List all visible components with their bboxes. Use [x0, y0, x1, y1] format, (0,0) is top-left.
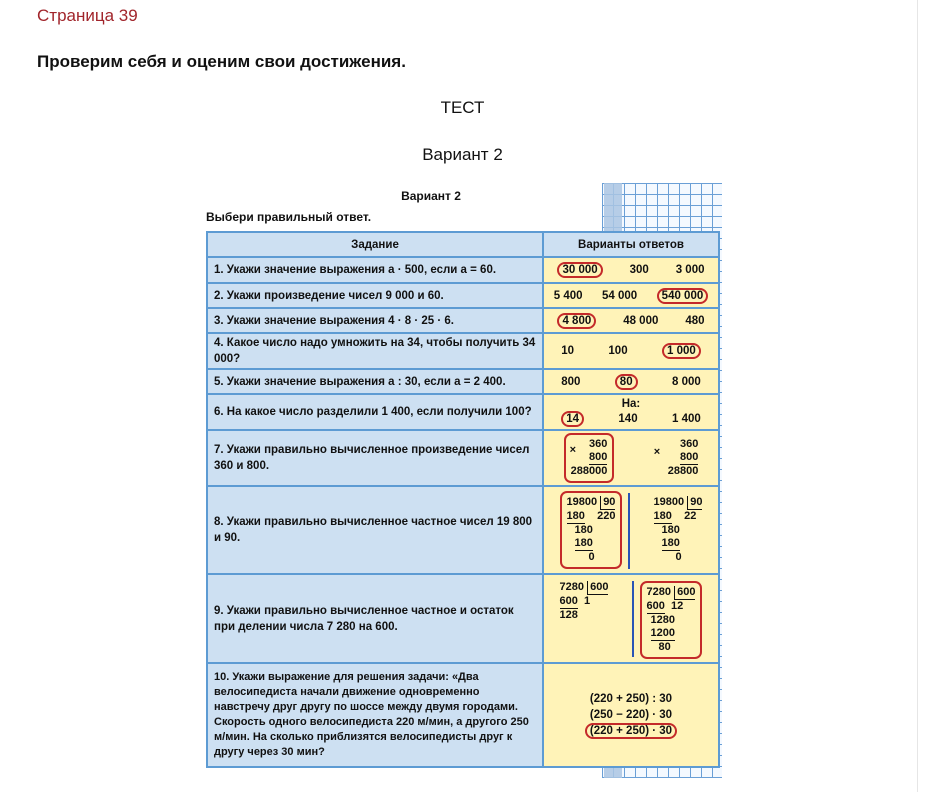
answer-options	[543, 308, 719, 333]
task-text: 4. Какое число надо умножить на 34, чтобы получить 34 000?	[207, 333, 543, 369]
divisor: 90	[600, 496, 615, 510]
table-row	[207, 308, 719, 333]
answer-options	[543, 663, 719, 767]
answer-option-selected: 14	[561, 411, 584, 427]
answer-options	[543, 283, 719, 308]
dividend: 19800	[653, 496, 685, 508]
answer-option: 300	[629, 264, 649, 276]
subtrahend: 1200	[650, 626, 676, 639]
variant-title: Вариант 2	[422, 145, 503, 164]
answer-option: 8 000	[672, 375, 701, 388]
table-row	[207, 394, 719, 430]
task-text: 6. На какое число разделили 1 400, если получили 100?	[207, 394, 543, 430]
expression-option: (220 + 250) : 30	[589, 693, 673, 705]
factor: 800	[679, 451, 699, 463]
subtrahend: 180	[566, 510, 585, 522]
expression-option: (250 − 220) · 30	[589, 709, 673, 721]
divisor: 600	[674, 586, 695, 600]
table-row	[207, 430, 719, 486]
subtrahend: 180	[661, 537, 680, 549]
subtrahend: 180	[574, 537, 593, 549]
answer-option: 48 000	[623, 314, 659, 327]
task-text: 5. Укажи значение выражения a : 30, если a = 2 400.	[207, 369, 543, 394]
table-row	[207, 369, 719, 394]
remainder-step: 180	[661, 524, 680, 536]
factor: 800	[589, 451, 608, 463]
long-division-correct	[560, 491, 623, 569]
answer-option: 10	[561, 345, 574, 357]
table-row	[207, 257, 719, 283]
quotient: 22	[684, 510, 697, 522]
quotient: 12	[671, 599, 684, 612]
answer-option: 100	[608, 345, 628, 357]
factor: 360	[679, 438, 699, 450]
dividend: 7280	[646, 585, 672, 598]
subtrahend: 180	[653, 510, 672, 522]
answer-options	[543, 574, 719, 663]
answer-option: 3 000	[675, 264, 705, 276]
task-text: 3. Укажи значение выражения 4 · 8 · 25 · 6.	[207, 308, 543, 333]
task-text: 9. Укажи правильно вычисленное частное и остаток при делении числа 7 280 на 600.	[207, 574, 543, 663]
answer-prefix: На:	[621, 397, 641, 410]
header-answers: Варианты ответов	[543, 232, 719, 257]
subtrahend: 600	[646, 599, 665, 612]
scan-instruction: Выбери правильный ответ.	[206, 210, 372, 224]
answer-option-selected: 4 800	[557, 313, 596, 329]
remainder: 128	[559, 608, 578, 621]
task-text: 10. Укажи выражение для решения задачи: «Два велосипедиста начали движение одновременно навстречу друг другу по шоссе между двумя городами. Скорость одного велосипедиста 220 м/мин, а другого 250 м/мин. На сколько приблизятся велосипедисты друг к другу через 30 мин?	[207, 663, 543, 767]
separator-line	[632, 581, 634, 657]
dividend: 19800	[566, 496, 598, 508]
separator-line	[628, 493, 630, 569]
quotient: 220	[597, 510, 616, 522]
answer-option-selected: 1 000	[662, 343, 701, 359]
answer-options	[543, 333, 719, 369]
content-divider	[917, 0, 918, 792]
answer-option-selected: 540 000	[657, 288, 709, 304]
long-division-option	[654, 496, 703, 564]
page-link[interactable]: Страница 39	[37, 6, 138, 25]
answer-option: 480	[685, 314, 705, 327]
dividend: 7280	[559, 580, 585, 593]
answer-option: 800	[561, 375, 581, 388]
table-row	[207, 333, 719, 369]
quotient: 1	[584, 594, 591, 607]
task-text: 8. Укажи правильно вычисленное частное чисел 19 800 и 90.	[207, 486, 543, 574]
answer-option: 5 400	[553, 289, 583, 302]
subtrahend: 600	[559, 594, 578, 607]
divisor: 600	[587, 581, 608, 595]
page-heading: Проверим себя и оценим свои достижения.	[37, 52, 406, 71]
test-table	[206, 231, 720, 768]
expression-option-selected: (220 + 250) · 30	[585, 723, 677, 739]
task-text: 2. Укажи произведение чисел 9 000 и 60.	[207, 283, 543, 308]
multiplication-option	[654, 438, 699, 478]
answer-options	[543, 257, 719, 283]
divisor: 90	[687, 496, 702, 510]
scan-title: Вариант 2	[401, 189, 461, 203]
answer-option: 54 000	[602, 289, 638, 302]
task-text: 7. Укажи правильно вычисленное произведение чисел 360 и 800.	[207, 430, 543, 486]
factor: 360	[589, 438, 608, 450]
task-text: 1. Укажи значение выражения a · 500, если a = 60.	[207, 257, 543, 283]
answer-options	[543, 394, 719, 430]
remainder-step: 1280	[650, 613, 676, 626]
table-row	[207, 283, 719, 308]
table-row	[207, 663, 719, 767]
answer-options	[543, 430, 719, 486]
test-scan-image	[200, 183, 722, 778]
product: 288000	[570, 465, 608, 477]
table-row	[207, 574, 719, 663]
times-sign: ×	[569, 444, 577, 456]
answer-option: 1 400	[672, 412, 701, 425]
multiplication-correct	[564, 433, 615, 483]
answer-option: 140	[618, 412, 638, 425]
test-title: ТЕСТ	[440, 98, 485, 117]
answer-options	[543, 486, 719, 574]
remainder-step: 180	[574, 524, 593, 536]
table-header-row	[207, 232, 719, 257]
header-task: Задание	[207, 232, 543, 257]
long-division-option	[560, 581, 609, 622]
remainder: 80	[658, 640, 671, 653]
table-row	[207, 486, 719, 574]
product: 28800	[667, 465, 699, 477]
answer-option-selected: 30 000	[557, 262, 602, 278]
long-division-correct	[640, 581, 703, 659]
remainder: 0	[675, 551, 682, 563]
times-sign: ×	[653, 446, 661, 458]
answer-options	[543, 369, 719, 394]
answer-option-selected: 80	[615, 374, 638, 390]
remainder: 0	[588, 551, 595, 563]
